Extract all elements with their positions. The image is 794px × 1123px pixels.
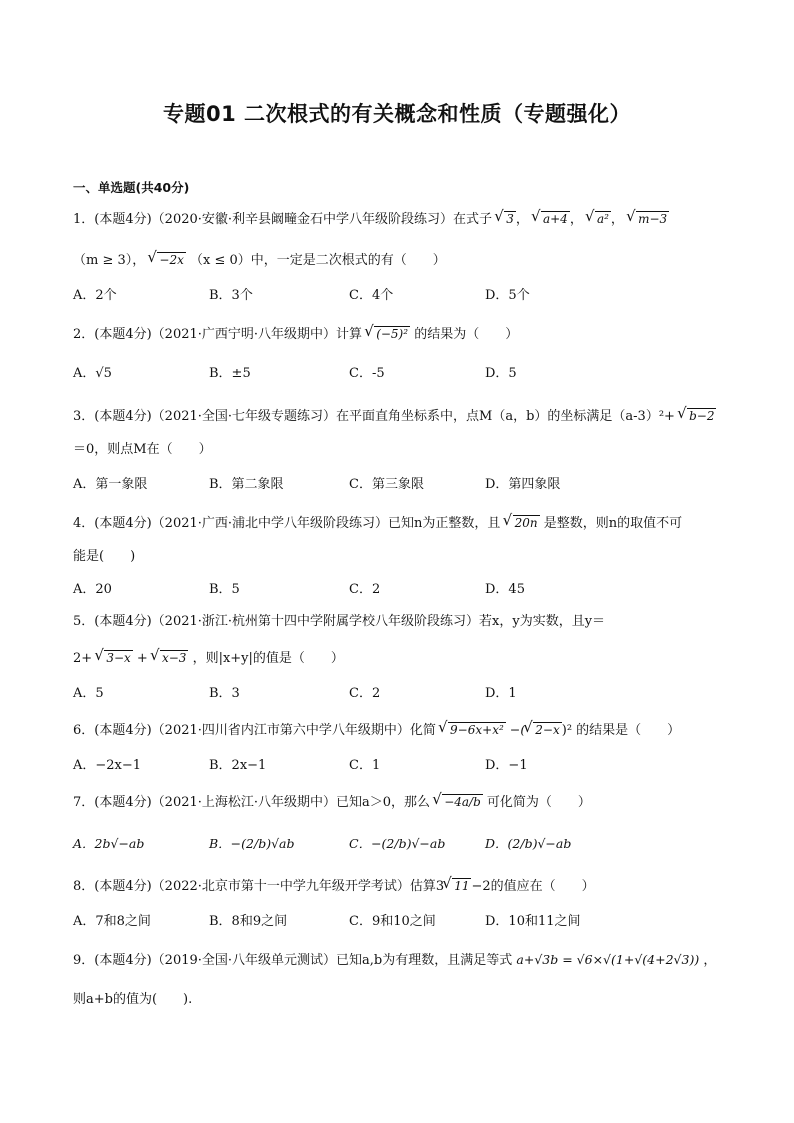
q3-expr: √ b−2	[680, 406, 716, 426]
q6-option-c: C．1	[349, 758, 381, 773]
q1-option-d: D．5个	[485, 288, 530, 303]
question-4-line-2: 能是( )	[73, 549, 136, 564]
q8-option-a: A．7和8之间	[73, 914, 151, 929]
q2-option-a: A．√5	[73, 366, 112, 381]
question-3-line-1: 3．(本题4分)（2021·全国·七年级专题练习）在平面直角坐标系中，点M（a，b）的坐标满足（a-3）²+ √ b−2	[73, 406, 733, 427]
q7-expr: √ −4a/b	[435, 792, 483, 812]
q3-option-a: A．第一象限	[73, 477, 148, 492]
q1-expr-4: √ m−3	[629, 209, 669, 229]
q8-expr: √ 11	[445, 876, 471, 896]
q5-expr-2: √ x−3	[153, 648, 188, 668]
question-5-line-2: 2+ √ 3−x + √ x−3 ，则|x+y|的值是（ ）	[73, 648, 733, 669]
q1-option-c: C．4个	[349, 288, 394, 303]
question-1-line-2: （m ≥ 3）， √ −2x （x ≤ 0）中，一定是二次根式的有（ ）	[73, 250, 733, 271]
q6-option-a: A．−2x−1	[73, 758, 142, 773]
q1-option-a: A．2个	[73, 288, 117, 303]
question-3-line-2: ＝0，则点M在（ ）	[73, 442, 212, 457]
question-7-line-1: 7．(本题4分)（2021·上海松江·八年级期中）已知a＞0，那么 √ −4a/b 可化简为（ ）	[73, 792, 733, 813]
question-2-line-1: 2．(本题4分)（2021·广西宁明·八年级期中）计算 √ (−5)² 的结果为（ ）	[73, 324, 733, 345]
q6-option-b: B．2x−1	[209, 758, 267, 773]
question-8-line-1: 8．(本题4分)（2022·北京市第十一中学九年级开学考试）估算3√ 11 −2的值应在（ ）	[73, 876, 733, 897]
q4-option-a: A．20	[73, 582, 112, 597]
q1-expr-5: √ −2x	[150, 250, 185, 270]
question-1-text: 1．(本题4分)（2020·安徽·利辛县阚疃金石中学八年级阶段练习）在式子	[73, 212, 493, 227]
q8-option-c: C．9和10之间	[349, 914, 436, 929]
question-5-line-1: 5．(本题4分)（2021·浙江·杭州第十四中学附属学校八年级阶段练习）若x，y为实数，且y＝	[73, 614, 606, 629]
page-title: 专题01 二次根式的有关概念和性质（专题强化）	[162, 102, 632, 126]
q5-option-b: B．3	[209, 686, 240, 701]
q1-expr-3: √ a²	[588, 209, 611, 229]
q4-option-c: C．2	[349, 582, 381, 597]
q1-expr-1: √ 3	[497, 209, 516, 229]
q5-option-c: C．2	[349, 686, 381, 701]
q6-expr-1: √ 9−6x+x²	[441, 720, 506, 740]
question-4-line-1: 4．(本题4分)（2021·广西·浦北中学八年级阶段练习）已知n为正整数，且 √ 20n 是整数，则n的取值不可	[73, 513, 733, 534]
q8-option-d: D．10和11之间	[485, 914, 581, 929]
q6-expr-2: √ 2−x	[526, 720, 561, 740]
q7-option-a: A．2b√−ab	[73, 836, 145, 851]
q1-expr-2: √ a+4	[534, 209, 570, 229]
q2-option-c: C．-5	[349, 366, 385, 381]
q2-option-b: B．±5	[209, 366, 251, 381]
q2-option-d: D．5	[485, 366, 517, 381]
q5-expr-1: √ 3−x	[97, 648, 132, 668]
q3-option-d: D．第四象限	[485, 477, 561, 492]
q2-expr: √ (−5)²	[367, 324, 410, 344]
q5-option-d: D．1	[485, 686, 517, 701]
q1-option-b: B．3个	[209, 288, 253, 303]
q9-expr: a+√3b = √6×√(1+√(4+2√3))	[516, 952, 700, 967]
question-1-line-1: 1．(本题4分)（2020·安徽·利辛县阚疃金石中学八年级阶段练习）在式子 √ 3 ， √ a+4 ， √ a² ， √ m−3	[73, 209, 733, 230]
question-6-line-1: 6．(本题4分)（2021·四川省内江市第六中学八年级期中）化简 √ 9−6x+x² −(√ 2−x )² 的结果是（ ）	[73, 720, 733, 741]
q4-option-b: B．5	[209, 582, 240, 597]
q4-option-d: D．45	[485, 582, 525, 597]
q7-option-d: D．(2/b)√−ab	[485, 836, 572, 851]
question-9-line-1: 9．(本题4分)（2019·全国·八年级单元测试）已知a,b为有理数，且满足等式 a+√3b = √6×√(1+√(4+2√3)) ，	[73, 952, 717, 968]
q4-expr: √ 20n	[506, 513, 540, 533]
q3-option-b: B．第二象限	[209, 477, 284, 492]
q3-option-c: C．第三象限	[349, 477, 424, 492]
q6-option-d: D．−1	[485, 758, 528, 773]
q7-option-b: B．−(2/b)√ab	[209, 836, 295, 851]
question-9-line-2: 则a+b的值为( ).	[73, 992, 193, 1007]
q7-option-c: C．−(2/b)√−ab	[349, 836, 446, 851]
section-heading: 一、单选题(共40分)	[73, 180, 190, 195]
q5-option-a: A．5	[73, 686, 104, 701]
q8-option-b: B．8和9之间	[209, 914, 288, 929]
